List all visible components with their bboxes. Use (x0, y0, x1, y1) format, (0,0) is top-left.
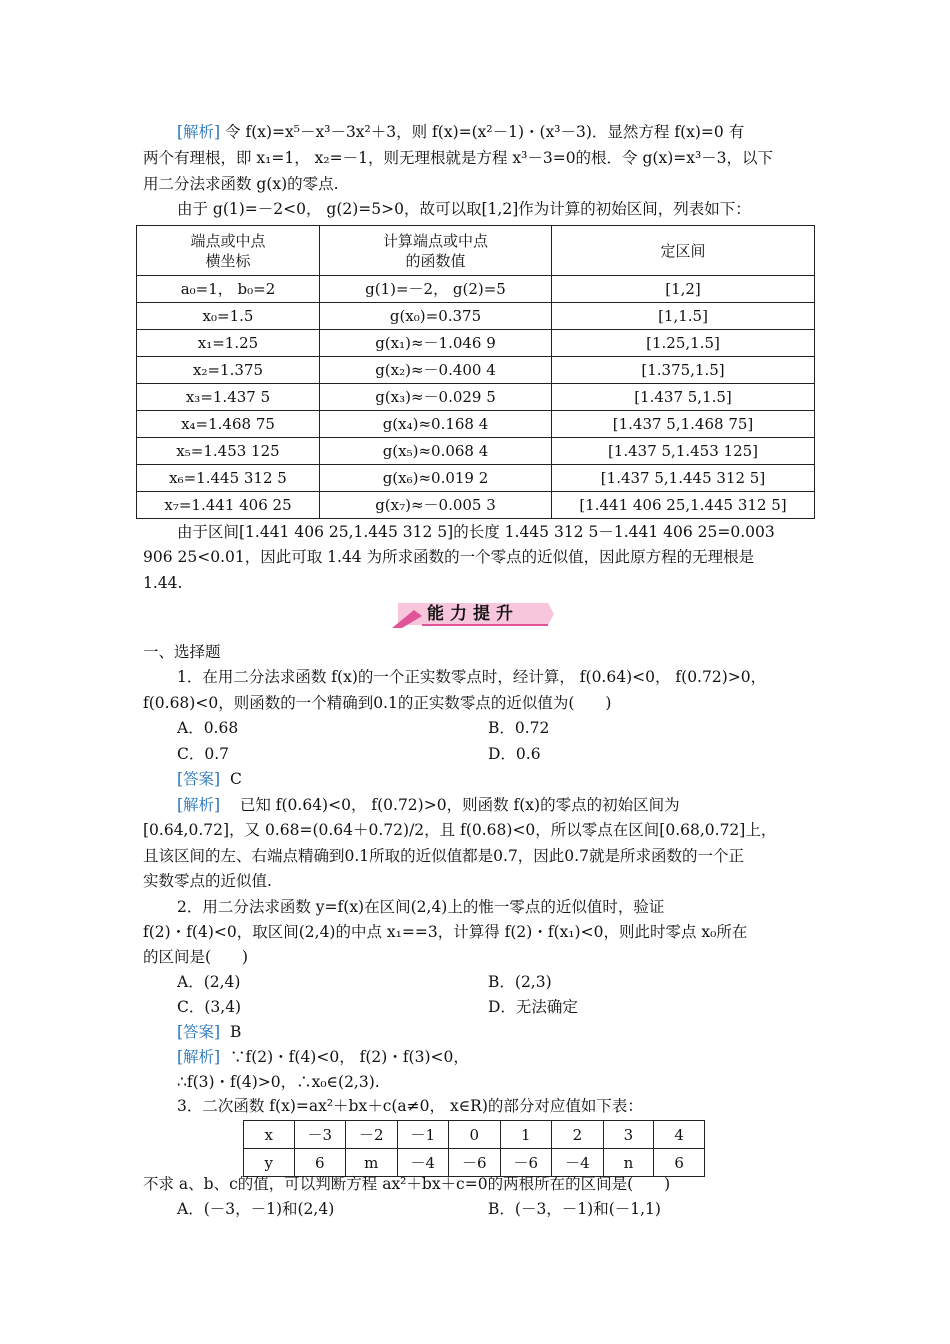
answer-tag: [答案] (177, 1023, 221, 1041)
q2-analysis-1: [解析] ∵f(2)・f(4)<0， f(2)・f(3)<0， (177, 1048, 469, 1066)
section-banner (392, 600, 554, 628)
conclusion-line-1: 由于区间[1.441 406 25,1.445 312 5]的长度 1.445 312 5－1.441 406 25=0.003 (177, 523, 775, 541)
q2-stem-2: f(2)・f(4)<0，取区间(2,4)的中点 x₁==3，计算得 f(2)・f(x₁)<0，则此时零点 x₀所在 (143, 923, 748, 941)
intro-line-4: 由于 g(1)=－2<0， g(2)=5>0，故可以取[1,2]作为计算的初始区间，列表如下： (177, 200, 751, 218)
bisection-table (136, 225, 815, 519)
answer-tag: [答案] (177, 770, 221, 788)
q1-option-a: A．0.68 (177, 719, 239, 737)
q1-answer: [答案] C (177, 770, 242, 788)
intro-line-3: 用二分法求函数 g(x)的零点. (143, 175, 339, 193)
q1-analysis-3: 且该区间的左、右端点精确到0.1所取的近似值都是0.7，因此0.7就是所求函数的一个正 (143, 847, 744, 865)
intro-line-2: 两个有理根，即 x₁=1， x₂=－1，则无理根就是方程 x³－3=0的根．令 g(x)=x³－3，以下 (143, 149, 774, 167)
q1-stem-1: 1．在用二分法求函数 f(x)的一个正实数零点时，经计算， f(0.64)<0， f(0.72)>0， (177, 668, 767, 686)
q2-stem-3: 的区间是( ) (143, 948, 249, 966)
q3-option-a: A．(－3，－1)和(2,4) (177, 1200, 335, 1218)
q2-analysis-2: ∴f(3)・f(4)>0，∴x₀∈(2,3). (177, 1073, 380, 1091)
conclusion-line-3: 1.44. (143, 574, 183, 592)
analysis-tag: [解析] (177, 123, 221, 141)
q1-analysis-4: 实数零点的近似值. (143, 872, 272, 890)
q2-option-b: B．(2,3) (488, 973, 552, 991)
q1-analysis-1: [解析] 已知 f(0.64)<0， f(0.72)>0，则函数 f(x)的零点的初始区间为 (177, 796, 680, 814)
table-header-row (137, 226, 815, 276)
value-table (243, 1120, 705, 1177)
table-row: x₃=1.437 5 g(x₃)≈－0.029 5 [1.437 5,1.5] (137, 384, 815, 411)
q3-option-b: B．(－3，－1)和(－1,1) (488, 1200, 661, 1218)
q3-stem-1: 3．二次函数 f(x)=ax²＋bx＋c(a≠0， x∈R)的部分对应值如下表： (177, 1097, 643, 1115)
header-cell: 计算端点或中点 的函数值 (320, 226, 552, 276)
analysis-tag: [解析] (177, 1048, 221, 1066)
table-row: x₁=1.25 g(x₁)≈－1.046 9 [1.25,1.5] (137, 330, 815, 357)
q2-option-c: C．(3,4) (177, 998, 242, 1016)
table-row: y 6 m －4 －6 －6 －4 n 6 (244, 1149, 705, 1177)
intro-line-1: [解析] 令 f(x)=x⁵－x³－3x²＋3，则 f(x)=(x²－1)・(x³－3)．显然方程 f(x)=0 有 (177, 123, 745, 141)
conclusion-line-2: 906 25<0.01，因此可取 1.44 为所求函数的一个零点的近似值，因此原方程的无理根是 (143, 548, 755, 566)
table-row: x₇=1.441 406 25 g(x₇)≈－0.005 3 [1.441 406 25,1.445 312 5] (137, 492, 815, 519)
header-cell: 端点或中点 横坐标 (137, 226, 320, 276)
q1-option-b: B．0.72 (488, 719, 550, 737)
table-row: x －3 －2 －1 0 1 2 3 4 (244, 1121, 705, 1149)
q2-stem-1: 2．用二分法求函数 y=f(x)在区间(2,4)上的惟一零点的近似值时，验证 (177, 898, 665, 916)
analysis-tag: [解析] (177, 796, 221, 814)
q2-answer: [答案] B (177, 1023, 242, 1041)
q1-option-c: C．0.7 (177, 745, 230, 763)
table-row: x₂=1.375 g(x₂)≈－0.400 4 [1.375,1.5] (137, 357, 815, 384)
table-row: x₆=1.445 312 5 g(x₆)≈0.019 2 [1.437 5,1.445 312 5] (137, 465, 815, 492)
section-title: 一、选择题 (143, 643, 221, 661)
q2-option-a: A．(2,4) (177, 973, 241, 991)
table-row: a₀=1， b₀=2 g(1)=－2， g(2)=5 [1,2] (137, 276, 815, 303)
q3-stem-2: 不求 a、b、c的值，可以判断方程 ax²＋bx＋c=0的两根所在的区间是( ) (143, 1175, 671, 1193)
header-cell: 定区间 (552, 226, 815, 276)
table-row: x₅=1.453 125 g(x₅)≈0.068 4 [1.437 5,1.453 125] (137, 438, 815, 465)
q1-analysis-2: [0.64,0.72]，又 0.68=(0.64＋0.72)/2，且 f(0.68)<0，所以零点在区间[0.68,0.72]上， (143, 821, 777, 839)
table-row: x₀=1.5 g(x₀)=0.375 [1,1.5] (137, 303, 815, 330)
q2-option-d: D．无法确定 (488, 998, 578, 1016)
table-row: x₄=1.468 75 g(x₄)≈0.168 4 [1.437 5,1.468 75] (137, 411, 815, 438)
q1-option-d: D．0.6 (488, 745, 541, 763)
banner-title: 能力提升 (427, 604, 519, 624)
q1-stem-2: f(0.68)<0，则函数的一个精确到0.1的正实数零点的近似值为( ) (143, 694, 612, 712)
